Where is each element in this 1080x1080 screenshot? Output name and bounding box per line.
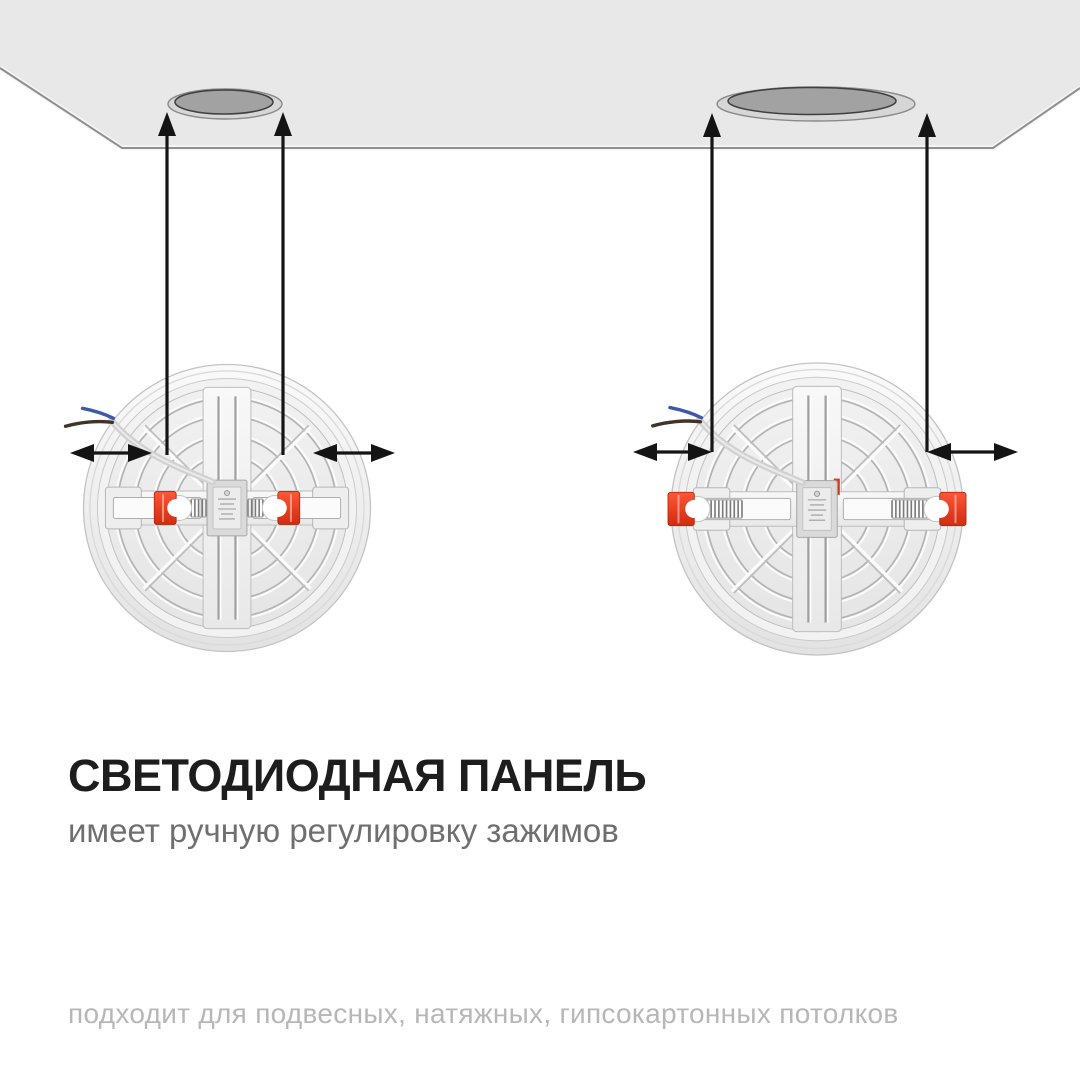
headline: СВЕТОДИОДНАЯ ПАНЕЛЬ [68, 750, 647, 801]
clip-notch [685, 500, 703, 518]
clip-notch [269, 499, 287, 517]
arrowhead [633, 443, 657, 461]
led-panel-clips-extended [653, 363, 966, 655]
driver-box [797, 481, 838, 538]
led-panel-clips-retracted [66, 365, 371, 652]
wire-brown [653, 421, 701, 426]
wire-brown [66, 422, 113, 427]
wire-blue [670, 408, 701, 418]
ceiling-cutout-large [717, 87, 915, 121]
driver-box [207, 480, 247, 536]
footnote: подходит для подвесных, натяжных, гипсокартонных потолков [68, 998, 899, 1029]
arrowhead [70, 444, 94, 462]
clip-notch [931, 500, 949, 518]
subheadline: имеет ручную регулировку зажимов [68, 812, 619, 849]
arrowhead [994, 443, 1018, 461]
wire-blue [83, 408, 114, 418]
clip-notch [167, 499, 185, 517]
ceiling-cutout-small [168, 89, 282, 119]
arrowhead [371, 444, 395, 462]
